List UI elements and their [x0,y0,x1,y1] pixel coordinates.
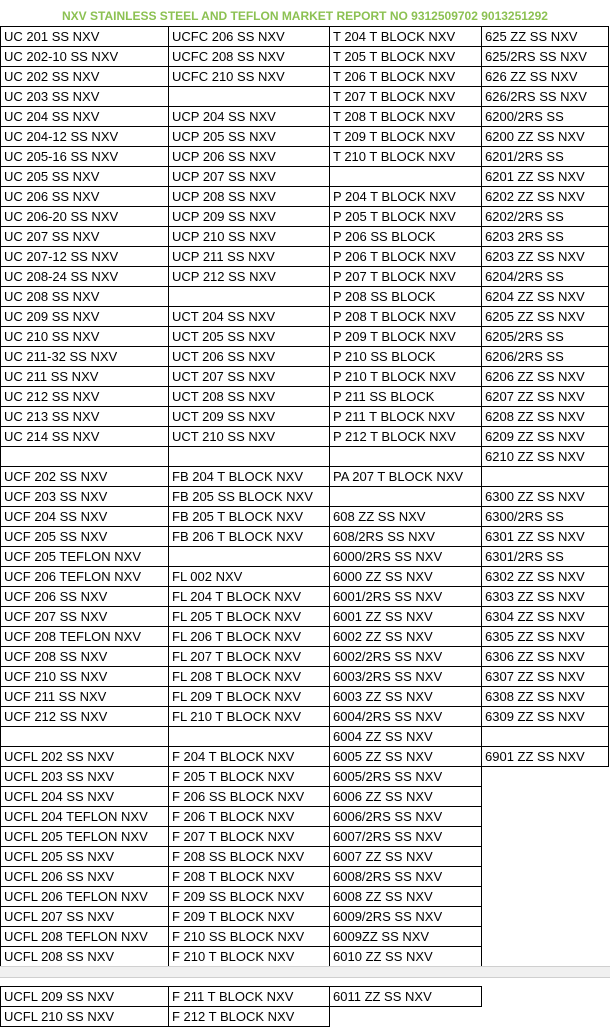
table-cell [482,767,609,787]
table-cell: 608 ZZ SS NXV [330,507,482,527]
table-cell: 6901 ZZ SS NXV [482,747,609,767]
table-cell: UCFL 206 SS NXV [1,867,169,887]
table-cell: UC 211 SS NXV [1,367,169,387]
table-cell: UCP 204 SS NXV [169,107,330,127]
table-row [1,87,609,107]
table-cell: UC 208-24 SS NXV [1,267,169,287]
table-cell: 6005 ZZ SS NXV [330,747,482,767]
table-cell: FL 209 T BLOCK NXV [169,687,330,707]
table-row [1,787,609,807]
table-cell: P 210 SS BLOCK [330,347,482,367]
table-cell: 6206/2RS SS [482,347,609,367]
table-cell: 6004 ZZ SS NXV [330,727,482,747]
table-cell [482,947,609,967]
table-cell: F 208 T BLOCK NXV [169,867,330,887]
table-cell: 6201/2RS SS [482,147,609,167]
table-cell: 6009ZZ SS NXV [330,927,482,947]
table-cell: 6202/2RS SS [482,207,609,227]
parts-table-bottom-block [0,986,482,1027]
table-cell: 6003/2RS SS NXV [330,667,482,687]
table-cell: 6308 ZZ SS NXV [482,687,609,707]
table-cell: UC 208 SS NXV [1,287,169,307]
table-cell: UC 201 SS NXV [1,27,169,47]
table-cell: 6005/2RS SS NXV [330,767,482,787]
table-cell: UCF 203 SS NXV [1,487,169,507]
table-cell: UCT 207 SS NXV [169,367,330,387]
table-row [1,567,609,587]
table-row [1,1007,482,1027]
table-cell: 6202 ZZ SS NXV [482,187,609,207]
table-cell: UCFC 208 SS NXV [169,47,330,67]
table-cell: FL 002 NXV [169,567,330,587]
table-row [1,227,609,247]
parts-table [0,26,609,967]
page-break [0,966,610,978]
table-cell: F 210 SS BLOCK NXV [169,927,330,947]
table-cell [169,287,330,307]
table-row [1,307,609,327]
table-row [1,127,609,147]
table-cell: 6209 ZZ SS NXV [482,427,609,447]
table-cell: UCT 208 SS NXV [169,387,330,407]
table-row [1,887,609,907]
table-cell: F 212 T BLOCK NXV [169,1007,330,1027]
table-cell: T 209 T BLOCK NXV [330,127,482,147]
table-cell: F 206 SS BLOCK NXV [169,787,330,807]
table-row [1,947,609,967]
table-row [1,847,609,867]
parts-table-bottom [0,986,482,1027]
table-cell: UC 205 SS NXV [1,167,169,187]
table-cell [482,787,609,807]
table-cell: 608/2RS SS NXV [330,527,482,547]
table-cell: 6206 ZZ SS NXV [482,367,609,387]
table-cell: UCF 206 TEFLON NXV [1,567,169,587]
table-cell: 6004/2RS SS NXV [330,707,482,727]
table-cell: UC 202 SS NXV [1,67,169,87]
table-row [1,987,482,1007]
table-row [1,27,609,47]
table-cell: FB 205 SS BLOCK NXV [169,487,330,507]
table-cell: P 206 T BLOCK NXV [330,247,482,267]
table-cell [482,827,609,847]
table-cell: 6003 ZZ SS NXV [330,687,482,707]
table-cell: UCFL 202 SS NXV [1,747,169,767]
parts-table-block [0,26,609,967]
table-cell: UC 206 SS NXV [1,187,169,207]
table-row [1,267,609,287]
table-cell: P 209 T BLOCK NXV [330,327,482,347]
table-cell: UCT 205 SS NXV [169,327,330,347]
table-cell: FL 207 T BLOCK NXV [169,647,330,667]
table-row [1,347,609,367]
table-row [1,287,609,307]
table-cell: 6000 ZZ SS NXV [330,567,482,587]
table-cell: UCFL 208 TEFLON NXV [1,927,169,947]
table-cell: UCFL 204 SS NXV [1,787,169,807]
table-cell: 6001/2RS SS NXV [330,587,482,607]
table-row [1,407,609,427]
table-cell [482,467,609,487]
table-cell [482,867,609,887]
table-cell [482,727,609,747]
table-cell: 626/2RS SS NXV [482,87,609,107]
table-cell: F 207 T BLOCK NXV [169,827,330,847]
table-row [1,867,609,887]
table-row [1,387,609,407]
table-row [1,207,609,227]
table-cell: 6207 ZZ SS NXV [482,387,609,407]
table-row [1,167,609,187]
table-cell [482,847,609,867]
table-cell: 6010 ZZ SS NXV [330,947,482,967]
table-row [1,487,609,507]
table-cell: UC 204-12 SS NXV [1,127,169,147]
table-cell [330,447,482,467]
table-cell: F 208 SS BLOCK NXV [169,847,330,867]
table-cell: P 211 SS BLOCK [330,387,482,407]
table-cell: 6200/2RS SS [482,107,609,127]
table-cell: 6204 ZZ SS NXV [482,287,609,307]
table-row [1,707,609,727]
table-cell: P 208 T BLOCK NXV [330,307,482,327]
table-row [1,327,609,347]
table-cell: UCT 206 SS NXV [169,347,330,367]
table-cell: 6200 ZZ SS NXV [482,127,609,147]
table-cell: 6306 ZZ SS NXV [482,647,609,667]
table-row [1,547,609,567]
table-cell: 625 ZZ SS NXV [482,27,609,47]
table-cell: 6203 2RS SS [482,227,609,247]
table-cell: UCFL 205 TEFLON NXV [1,827,169,847]
table-cell: 6011 ZZ SS NXV [330,987,482,1007]
table-row [1,447,609,467]
table-row [1,727,609,747]
table-row [1,647,609,667]
table-cell: F 210 T BLOCK NXV [169,947,330,967]
table-row [1,927,609,947]
table-cell: 6305 ZZ SS NXV [482,627,609,647]
table-cell: UC 211-32 SS NXV [1,347,169,367]
table-cell: T 207 T BLOCK NXV [330,87,482,107]
table-cell: UCP 211 SS NXV [169,247,330,267]
table-row [1,527,609,547]
table-cell: UCF 204 SS NXV [1,507,169,527]
table-cell: UCFC 206 SS NXV [169,27,330,47]
table-cell: 626 ZZ SS NXV [482,67,609,87]
table-cell: 6000/2RS SS NXV [330,547,482,567]
table-cell: 6302 ZZ SS NXV [482,567,609,587]
table-cell: UCF 207 SS NXV [1,607,169,627]
table-cell: UCF 206 SS NXV [1,587,169,607]
table-cell: UC 209 SS NXV [1,307,169,327]
table-cell: UCF 205 SS NXV [1,527,169,547]
table-row [1,507,609,527]
table-cell: UCP 209 SS NXV [169,207,330,227]
table-cell [169,547,330,567]
table-cell: P 207 T BLOCK NXV [330,267,482,287]
table-cell: 6301/2RS SS [482,547,609,567]
table-cell: UCFC 210 SS NXV [169,67,330,87]
table-cell: P 204 T BLOCK NXV [330,187,482,207]
table-cell: P 205 T BLOCK NXV [330,207,482,227]
table-cell: 6007 ZZ SS NXV [330,847,482,867]
table-cell: P 210 T BLOCK NXV [330,367,482,387]
table-cell: P 212 T BLOCK NXV [330,427,482,447]
table-cell: UC 207 SS NXV [1,227,169,247]
table-cell [169,447,330,467]
table-row [1,367,609,387]
table-cell: UCFL 204 TEFLON NXV [1,807,169,827]
table-cell: UCFL 210 SS NXV [1,1007,169,1027]
table-cell: UCFL 205 SS NXV [1,847,169,867]
table-cell: UC 207-12 SS NXV [1,247,169,267]
table-cell: 6210 ZZ SS NXV [482,447,609,467]
table-row [1,747,609,767]
table-row [1,107,609,127]
table-cell: UCP 207 SS NXV [169,167,330,187]
table-row [1,147,609,167]
table-cell: UCT 210 SS NXV [169,427,330,447]
table-row [1,467,609,487]
table-cell: UCFL 207 SS NXV [1,907,169,927]
table-cell: 6009/2RS SS NXV [330,907,482,927]
table-row [1,67,609,87]
table-cell: UC 202-10 SS NXV [1,47,169,67]
table-cell: 6205/2RS SS [482,327,609,347]
table-cell: F 206 T BLOCK NXV [169,807,330,827]
table-cell: UCF 202 SS NXV [1,467,169,487]
table-cell: F 209 SS BLOCK NXV [169,887,330,907]
table-cell: P 206 SS BLOCK [330,227,482,247]
table-row [1,47,609,67]
table-cell: T 206 T BLOCK NXV [330,67,482,87]
table-cell [482,927,609,947]
table-cell: UCP 206 SS NXV [169,147,330,167]
table-cell: UC 212 SS NXV [1,387,169,407]
table-cell: UCFL 209 SS NXV [1,987,169,1007]
table-cell: T 210 T BLOCK NXV [330,147,482,167]
table-cell: UC 203 SS NXV [1,87,169,107]
table-cell: 625/2RS SS NXV [482,47,609,67]
table-cell: UCFL 208 SS NXV [1,947,169,967]
table-cell: UCF 208 SS NXV [1,647,169,667]
table-row [1,427,609,447]
table-cell: UCF 211 SS NXV [1,687,169,707]
table-cell [169,727,330,747]
table-cell [482,907,609,927]
table-cell: UCP 210 SS NXV [169,227,330,247]
table-cell: PA 207 T BLOCK NXV [330,467,482,487]
table-cell: UCFL 203 SS NXV [1,767,169,787]
table-cell: T 208 T BLOCK NXV [330,107,482,127]
table-cell: UC 214 SS NXV [1,427,169,447]
table-cell: FL 210 T BLOCK NXV [169,707,330,727]
table-cell: 6303 ZZ SS NXV [482,587,609,607]
table-cell: 6307 ZZ SS NXV [482,667,609,687]
table-cell: FB 205 T BLOCK NXV [169,507,330,527]
table-cell: F 205 T BLOCK NXV [169,767,330,787]
table-cell [1,447,169,467]
table-cell: F 204 T BLOCK NXV [169,747,330,767]
table-cell: FL 204 T BLOCK NXV [169,587,330,607]
table-cell: F 211 T BLOCK NXV [169,987,330,1007]
table-cell: UCP 208 SS NXV [169,187,330,207]
table-cell [330,167,482,187]
table-cell [482,887,609,907]
table-cell: 6309 ZZ SS NXV [482,707,609,727]
table-cell: UC 205-16 SS NXV [1,147,169,167]
table-row [1,807,609,827]
table-row [1,247,609,267]
table-row [1,627,609,647]
table-cell: UCF 212 SS NXV [1,707,169,727]
table-row [1,587,609,607]
table-cell: 6205 ZZ SS NXV [482,307,609,327]
table-cell: UC 204 SS NXV [1,107,169,127]
table-row [1,767,609,787]
table-cell: 6008/2RS SS NXV [330,867,482,887]
table-cell: UCP 205 SS NXV [169,127,330,147]
table-cell: UC 213 SS NXV [1,407,169,427]
table-cell: UC 206-20 SS NXV [1,207,169,227]
table-cell: 6300/2RS SS [482,507,609,527]
table-cell: UCFL 206 TEFLON NXV [1,887,169,907]
table-cell: 6201 ZZ SS NXV [482,167,609,187]
table-cell: 6204/2RS SS [482,267,609,287]
table-cell [330,487,482,507]
table-cell: T 205 T BLOCK NXV [330,47,482,67]
table-cell [330,1007,482,1027]
table-cell [1,727,169,747]
table-cell: T 204 T BLOCK NXV [330,27,482,47]
table-cell: UCT 209 SS NXV [169,407,330,427]
table-cell: P 211 T BLOCK NXV [330,407,482,427]
table-cell: F 209 T BLOCK NXV [169,907,330,927]
table-cell: 6208 ZZ SS NXV [482,407,609,427]
table-cell: 6002/2RS SS NXV [330,647,482,667]
table-cell: UCT 204 SS NXV [169,307,330,327]
table-cell: 6203 ZZ SS NXV [482,247,609,267]
table-cell: UCF 205 TEFLON NXV [1,547,169,567]
table-cell: FL 208 T BLOCK NXV [169,667,330,687]
report-title: NXV STAINLESS STEEL AND TEFLON MARKET REPORT NO 9312509702 9013251292 [62,9,548,23]
table-cell: P 208 SS BLOCK [330,287,482,307]
table-cell: FB 204 T BLOCK NXV [169,467,330,487]
table-cell: UCF 210 SS NXV [1,667,169,687]
table-row [1,667,609,687]
table-row [1,687,609,707]
table-cell: 6304 ZZ SS NXV [482,607,609,627]
table-row [1,187,609,207]
table-cell: UCP 212 SS NXV [169,267,330,287]
table-cell [482,807,609,827]
table-cell: 6001 ZZ SS NXV [330,607,482,627]
table-cell: 6301 ZZ SS NXV [482,527,609,547]
table-cell: UC 210 SS NXV [1,327,169,347]
table-row [1,827,609,847]
table-cell: FL 205 T BLOCK NXV [169,607,330,627]
table-cell: UCF 208 TEFLON NXV [1,627,169,647]
table-cell: 6006 ZZ SS NXV [330,787,482,807]
table-row [1,907,609,927]
table-cell: 6002 ZZ SS NXV [330,627,482,647]
table-cell [169,87,330,107]
table-cell: 6008 ZZ SS NXV [330,887,482,907]
table-cell: FL 206 T BLOCK NXV [169,627,330,647]
table-cell: 6300 ZZ SS NXV [482,487,609,507]
table-row [1,607,609,627]
table-cell: FB 206 T BLOCK NXV [169,527,330,547]
table-cell: 6006/2RS SS NXV [330,807,482,827]
table-cell: 6007/2RS SS NXV [330,827,482,847]
